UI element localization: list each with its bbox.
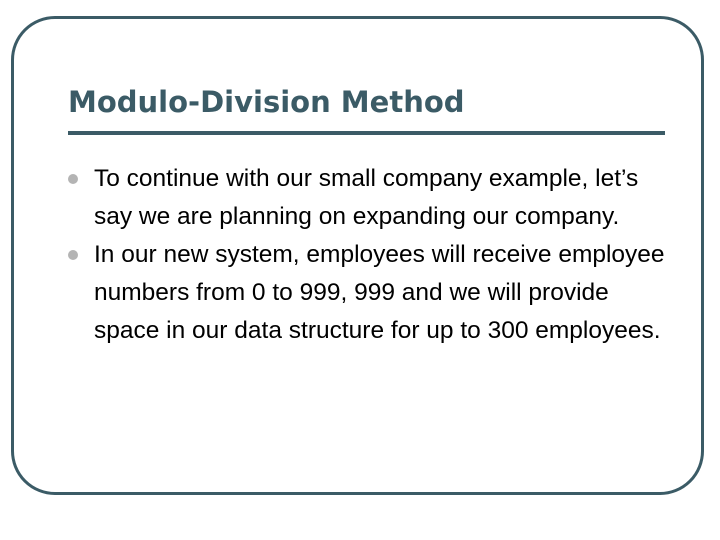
title-underline	[68, 131, 665, 135]
bullet-text: In our new system, employees will receive employee numbers from 0 to 999, 999 and we will provide space in our data structure for up to 300 employees.	[94, 241, 665, 344]
list-item	[68, 236, 668, 350]
bullet-dot-icon	[68, 250, 78, 260]
bullet-text: To continue with our small company example, let’s say we are planning on expanding our company.	[94, 165, 639, 230]
list-item	[68, 160, 668, 236]
slide-title: Modulo-Division Method	[68, 85, 465, 119]
bullet-dot-icon	[68, 174, 78, 184]
bullet-list	[68, 160, 668, 350]
